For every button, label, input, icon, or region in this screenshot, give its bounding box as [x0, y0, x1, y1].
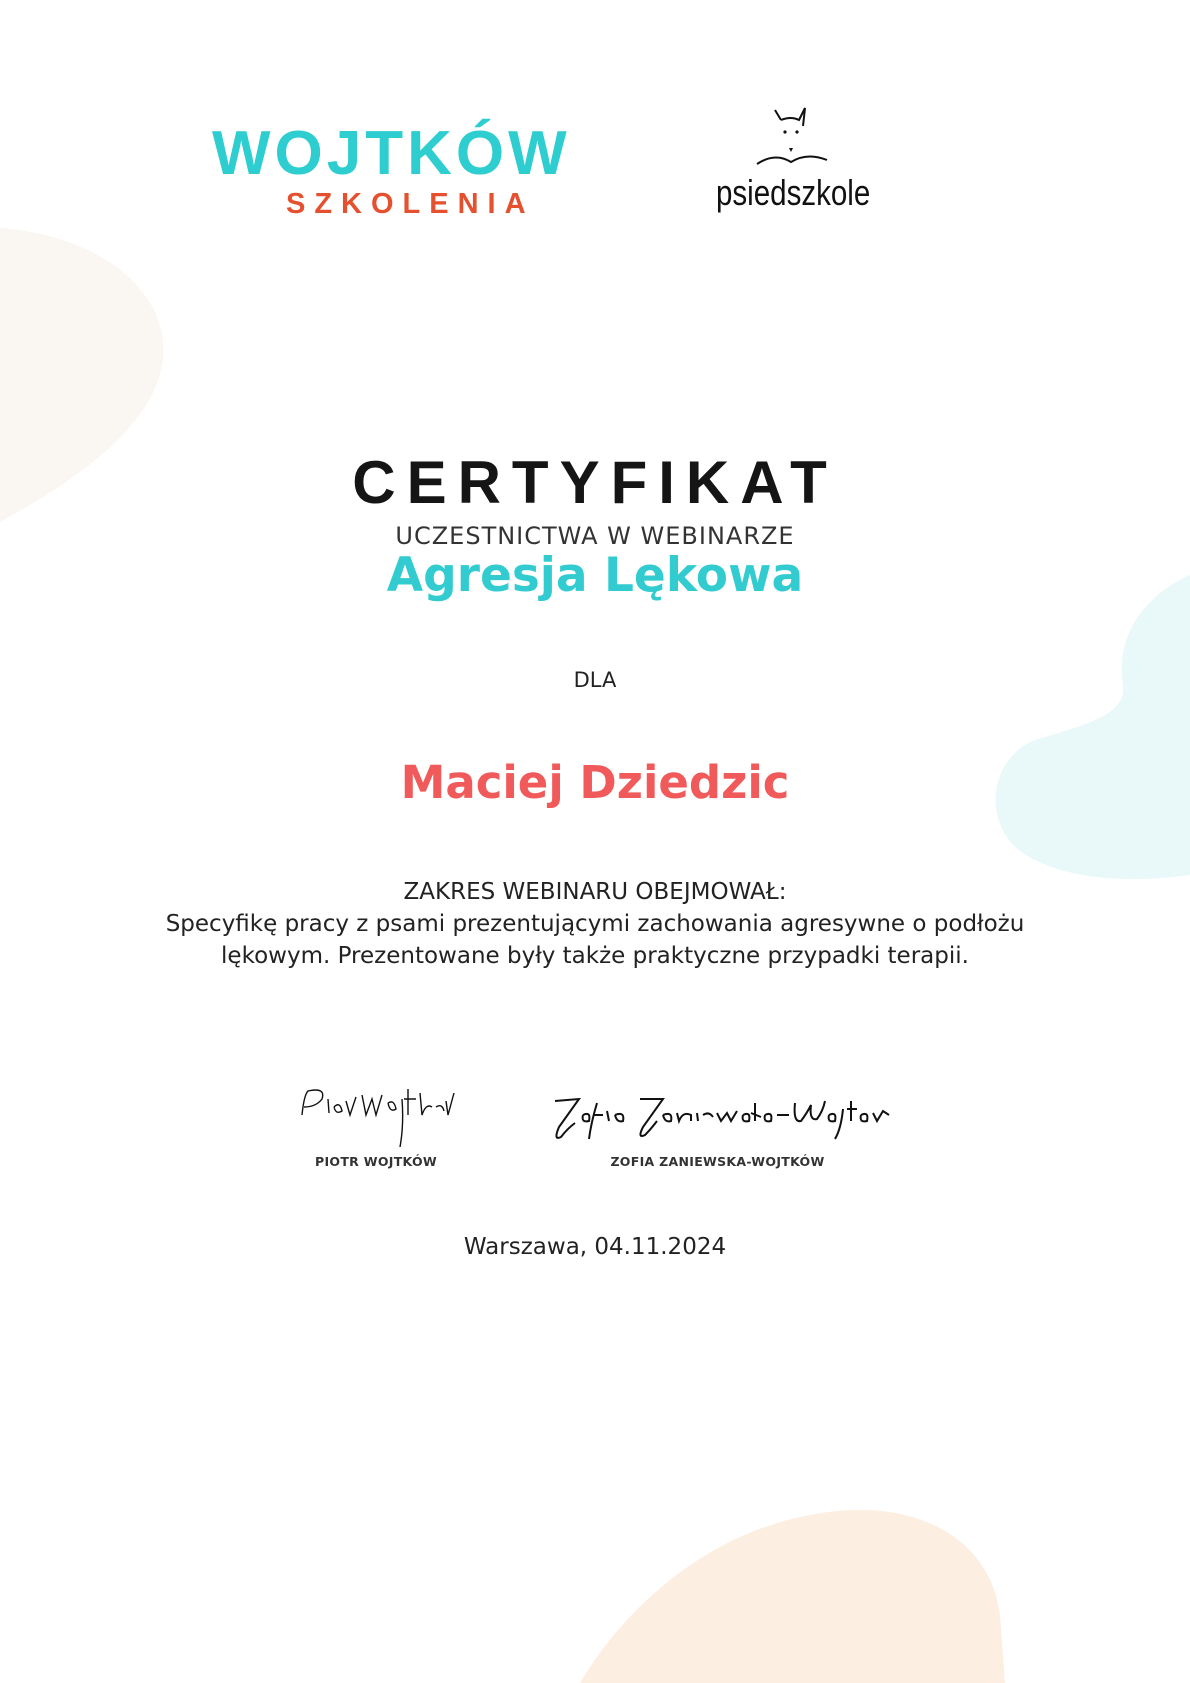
wojtkow-logo-subtitle: SZKOLENIA — [286, 188, 535, 220]
place-and-date: Warszawa, 04.11.2024 — [463, 1234, 727, 1260]
certificate-title: CERTYFIKAT — [352, 449, 838, 516]
signature-zofia-zaniewska-wojtkow — [545, 1093, 890, 1143]
signature-piotr-wojtkow — [296, 1085, 456, 1147]
decorative-blob-right — [995, 575, 1190, 885]
certificate-subtitle: UCZESTNICTWA W WEBINARZE — [395, 522, 795, 550]
decorative-blob-bottom — [560, 1505, 1010, 1683]
signatory-name: PIOTR WOJTKÓW — [315, 1154, 437, 1169]
scope-heading: ZAKRES WEBINARU OBEJMOWAŁ: — [403, 879, 787, 905]
scope-section — [0, 876, 1190, 972]
scope-line: Specyfikę pracy z psami prezentującymi zachowania agresywne o podłożu — [165, 911, 1025, 937]
dog-book-icon — [755, 104, 845, 174]
scope-line: lękowym. Prezentowane były także praktyczne przypadki terapii. — [221, 943, 969, 969]
psiedszkole-logo: psiedszkole — [716, 172, 871, 213]
wojtkow-logo: WOJTKÓW — [212, 119, 571, 188]
signatory-name: ZOFIA ZANIEWSKA-WOJTKÓW — [610, 1154, 825, 1169]
webinar-topic: Agresja Lękowa — [386, 548, 804, 603]
for-label: DLA — [573, 668, 617, 692]
recipient-name: Maciej Dziedzic — [400, 756, 790, 809]
